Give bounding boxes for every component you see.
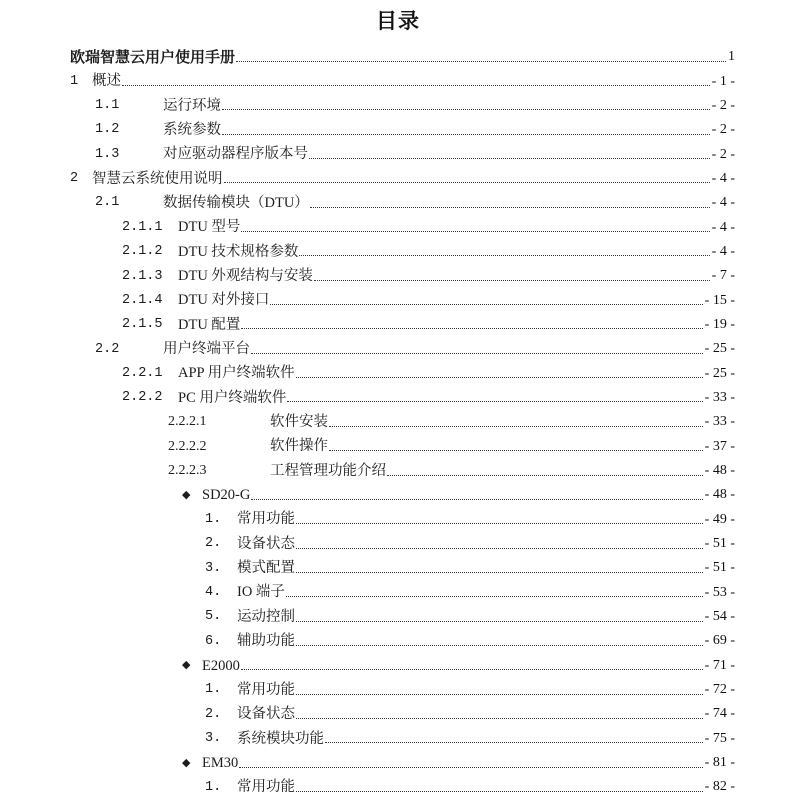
dot-leader	[286, 596, 703, 597]
entry-label: 软件操作	[270, 438, 328, 455]
entry-page-number: - 25 -	[704, 341, 735, 357]
dot-leader	[387, 475, 703, 476]
entry-label: 设备状态	[237, 706, 295, 723]
dot-leader	[122, 85, 710, 86]
dot-leader	[241, 231, 709, 232]
entry-number: 3.	[205, 560, 222, 576]
dot-leader	[296, 548, 703, 549]
entry-number: 3.	[205, 731, 222, 747]
toc-entry[interactable]	[70, 605, 735, 629]
entry-label: 用户终端平台	[163, 341, 250, 358]
entry-number: 2.1.4	[122, 292, 163, 308]
entry-number: 6.	[205, 633, 222, 649]
diamond-bullet-icon: ◆	[182, 755, 191, 769]
dot-leader	[296, 377, 703, 378]
entry-label: DTU 配置	[178, 316, 241, 333]
dot-leader	[287, 401, 702, 402]
dot-leader	[329, 426, 703, 427]
entry-number: 5.	[205, 609, 222, 625]
toc-entry[interactable]	[70, 167, 735, 191]
entry-page-number: - 51 -	[704, 536, 735, 552]
diamond-bullet-icon: ◆	[182, 658, 191, 672]
toc-entry[interactable]	[70, 240, 735, 264]
toc-entry[interactable]	[70, 727, 735, 751]
dot-leader	[325, 742, 703, 743]
dot-leader	[239, 767, 702, 768]
entry-page-number: 1	[728, 49, 735, 65]
entry-label: SD20-G	[202, 487, 251, 504]
entry-page-number: - 4 -	[711, 170, 735, 186]
entry-number: 1.	[205, 682, 222, 698]
toc-entry[interactable]	[70, 435, 735, 459]
toc-entry[interactable]	[70, 386, 735, 410]
entry-label: 模式配置	[237, 560, 295, 577]
entry-number: 2.1	[95, 195, 120, 211]
dot-leader	[236, 61, 726, 62]
toc-entry[interactable]	[70, 483, 735, 507]
toc-entry[interactable]	[70, 629, 735, 653]
entry-number: 1.	[205, 779, 222, 795]
entry-page-number: - 15 -	[704, 292, 735, 308]
entry-page-number: - 25 -	[704, 365, 735, 381]
toc-entry[interactable]	[70, 288, 735, 312]
toc-entry[interactable]	[70, 337, 735, 361]
entry-page-number: - 72 -	[704, 682, 735, 698]
dot-leader	[296, 621, 703, 622]
entry-page-number: - 74 -	[704, 706, 735, 722]
entry-page-number: - 2 -	[711, 122, 735, 138]
dot-leader	[241, 669, 703, 670]
toc-entry[interactable]	[70, 556, 735, 580]
entry-label: DTU 技术规格参数	[178, 243, 299, 260]
entry-label: PC 用户终端软件	[178, 389, 287, 406]
entry-number: 4.	[205, 584, 222, 600]
entry-page-number: - 82 -	[704, 779, 735, 795]
entry-label: 常用功能	[237, 511, 295, 528]
entry-number: 2.1.2	[122, 244, 163, 260]
entry-label: 欧瑞智慧云用户使用手册	[70, 48, 236, 66]
dot-leader	[222, 134, 710, 135]
dot-leader	[241, 328, 702, 329]
dot-leader	[296, 694, 703, 695]
entry-label: EM30	[202, 754, 239, 771]
toc-entry[interactable]	[70, 532, 735, 556]
entry-number: 1.3	[95, 146, 120, 162]
dot-leader	[296, 572, 703, 573]
dot-leader	[329, 450, 703, 451]
toc-entry[interactable]	[70, 654, 735, 678]
entry-number: 1	[70, 73, 79, 89]
entry-page-number: - 51 -	[704, 560, 735, 576]
toc-entry[interactable]	[70, 678, 735, 702]
dot-leader	[296, 718, 703, 719]
dot-leader	[251, 353, 703, 354]
toc-entry[interactable]	[70, 45, 735, 69]
entry-page-number: - 2 -	[711, 97, 735, 113]
entry-page-number: - 48 -	[704, 463, 735, 479]
dot-leader	[270, 304, 702, 305]
entry-number: 2.1.5	[122, 317, 163, 333]
entry-page-number: - 81 -	[704, 755, 735, 771]
dot-leader	[296, 523, 703, 524]
entry-label: 常用功能	[237, 681, 295, 698]
entry-page-number: - 54 -	[704, 609, 735, 625]
entry-label: 对应驱动器程序版本号	[163, 146, 308, 163]
entry-label: DTU 对外接口	[178, 292, 270, 309]
entry-page-number: - 49 -	[704, 511, 735, 527]
dot-leader	[296, 791, 703, 792]
entry-label: 运行环境	[163, 97, 221, 114]
toc-entry[interactable]	[70, 775, 735, 799]
dot-leader	[222, 109, 710, 110]
toc-title: 目录	[376, 10, 420, 33]
entry-number: 2.2.2	[122, 390, 163, 406]
toc-entry[interactable]	[70, 191, 735, 215]
entry-number: 2.1.1	[122, 219, 163, 235]
entry-page-number: - 19 -	[704, 316, 735, 332]
entry-page-number: - 37 -	[704, 438, 735, 454]
toc-entry[interactable]	[70, 142, 735, 166]
entry-page-number: - 53 -	[704, 584, 735, 600]
entry-page-number: - 4 -	[711, 243, 735, 259]
entry-label: 智慧云系统使用说明	[92, 170, 223, 187]
toc-entry[interactable]	[70, 69, 735, 93]
entry-number: 2.2	[95, 341, 120, 357]
entry-page-number: - 4 -	[711, 219, 735, 235]
entry-label: 设备状态	[237, 535, 295, 552]
entry-number: 2.2.2.1	[168, 414, 207, 430]
toc-entry[interactable]	[70, 361, 735, 385]
toc-entry[interactable]	[70, 313, 735, 337]
toc-entry[interactable]	[70, 118, 735, 142]
entry-page-number: - 69 -	[704, 633, 735, 649]
entry-number: 1.2	[95, 122, 120, 138]
entry-page-number: - 7 -	[711, 268, 735, 284]
entry-label: APP 用户终端软件	[178, 365, 295, 382]
toc-list	[70, 45, 735, 800]
entry-label: 系统模块功能	[237, 730, 324, 747]
entry-page-number: - 33 -	[704, 414, 735, 430]
dot-leader	[309, 158, 710, 159]
entry-label: 数据传输模块（DTU）	[163, 194, 309, 211]
toc-entry[interactable]	[70, 215, 735, 239]
entry-number: 2	[70, 171, 79, 187]
entry-label: 概述	[92, 73, 121, 90]
dot-leader	[299, 255, 709, 256]
entry-label: E2000	[202, 657, 240, 674]
toc-entry[interactable]	[70, 459, 735, 483]
entry-number: 2.2.2.2	[168, 438, 207, 454]
entry-label: 常用功能	[237, 779, 295, 796]
entry-page-number: - 48 -	[704, 487, 735, 503]
entry-label: IO 端子	[237, 584, 285, 601]
dot-leader	[251, 499, 702, 500]
entry-number: 2.	[205, 706, 222, 722]
entry-number: 1.1	[95, 98, 120, 114]
entry-label: DTU 外观结构与安装	[178, 268, 313, 285]
entry-page-number: - 1 -	[711, 73, 735, 89]
toc-entry[interactable]	[70, 508, 735, 532]
entry-label: DTU 型号	[178, 219, 241, 236]
entry-label: 辅助功能	[237, 633, 295, 650]
entry-page-number: - 4 -	[711, 195, 735, 211]
toc-entry[interactable]	[70, 94, 735, 118]
entry-number: 2.2.1	[122, 365, 163, 381]
dot-leader	[296, 645, 703, 646]
toc-entry[interactable]	[70, 702, 735, 726]
entry-number: 2.	[205, 536, 222, 552]
toc-entry[interactable]	[70, 410, 735, 434]
entry-number: 1.	[205, 511, 222, 527]
entry-page-number: - 75 -	[704, 730, 735, 746]
toc-entry[interactable]	[70, 264, 735, 288]
diamond-bullet-icon: ◆	[182, 487, 191, 501]
entry-page-number: - 2 -	[711, 146, 735, 162]
entry-label: 软件安装	[270, 414, 328, 431]
entry-number: 2.2.2.3	[168, 463, 207, 479]
entry-number: 2.1.3	[122, 268, 163, 284]
entry-label: 工程管理功能介绍	[270, 462, 386, 479]
entry-page-number: - 71 -	[704, 657, 735, 673]
dot-leader	[314, 280, 710, 281]
entry-page-number: - 33 -	[704, 389, 735, 405]
toc-entry[interactable]	[70, 581, 735, 605]
dot-leader	[224, 182, 710, 183]
entry-label: 系统参数	[163, 121, 221, 138]
toc-entry[interactable]	[70, 751, 735, 775]
entry-label: 运动控制	[237, 608, 295, 625]
dot-leader	[310, 207, 710, 208]
